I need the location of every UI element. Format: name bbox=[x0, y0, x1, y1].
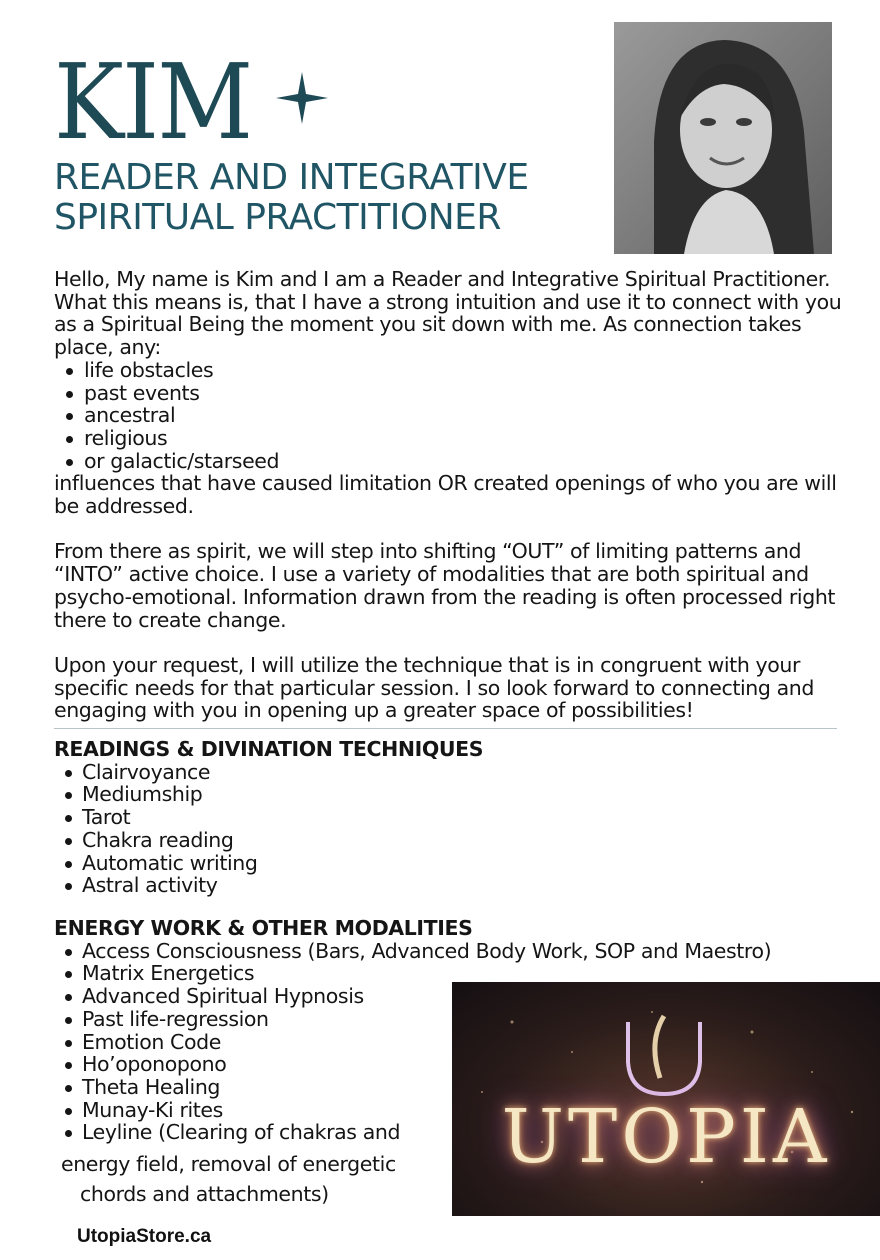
section-divider bbox=[54, 728, 837, 729]
intro-paragraph-1: Hello, My name is Kim and I am a Reader and Integrative Spiritual Practitioner. What this means is, that I have a strong intuition and use it to connect with you as a Spiritual Being the moment you sit down with me. As connection takes place, any: bbox=[54, 267, 842, 360]
subtitle-line-2: SPIRITUAL PRACTITIONER bbox=[54, 197, 501, 238]
list-item: or galactic/starseed bbox=[54, 450, 844, 473]
list-item: Advanced Spiritual Hypnosis bbox=[54, 985, 854, 1008]
intro-paragraph-3: Upon your request, I will utilize the technique that is in congruent with your specific needs for that particular session. I so look forward to connecting and engaging with you in opening up a greater space of possibilities! bbox=[54, 652, 814, 723]
sparkle-star-icon bbox=[272, 68, 332, 128]
portrait-photo bbox=[614, 22, 832, 254]
intro-paragraph-2: From there as spirit, we will step into shifting “OUT” of limiting patterns and “INTO” active choice. I use a variety of modalities that are both spiritual and psycho-emotional. Information drawn from the reading is often processed right there to create change. bbox=[54, 539, 836, 632]
utopia-wordmark: UTOPIA bbox=[501, 1094, 831, 1180]
list-item: Theta Healing bbox=[54, 1076, 854, 1099]
list-item: life obstacles bbox=[54, 359, 844, 382]
readings-heading: READINGS & DIVINATION TECHNIQUES bbox=[54, 737, 484, 761]
list-item: Chakra reading bbox=[54, 829, 854, 852]
readings-section bbox=[54, 738, 854, 897]
list-item: ancestral bbox=[54, 404, 844, 427]
website-link[interactable]: UtopiaStore.ca bbox=[77, 1226, 212, 1247]
list-item: Astral activity bbox=[54, 874, 854, 897]
list-item: Emotion Code bbox=[54, 1031, 854, 1054]
list-item: Munay-Ki rites bbox=[54, 1099, 854, 1122]
list-item: Past life-regression bbox=[54, 1008, 854, 1031]
intro-paragraph-1-end: influences that have caused limitation OR created openings of who you are will be addressed. bbox=[54, 471, 837, 519]
name-title: KIM bbox=[54, 41, 252, 163]
leyline-continuation-1: energy field, removal of energetic bbox=[61, 1152, 396, 1176]
influence-list bbox=[54, 359, 844, 473]
list-item: Automatic writing bbox=[54, 852, 854, 875]
list-item: Ho’oponopono bbox=[54, 1053, 854, 1076]
utopia-banner bbox=[452, 982, 880, 1216]
intro-section bbox=[54, 268, 844, 722]
list-item: Mediumship bbox=[54, 783, 854, 806]
list-item: Clairvoyance bbox=[54, 761, 854, 784]
list-item: Access Consciousness (Bars, Advanced Body Work, SOP and Maestro) bbox=[54, 940, 854, 963]
list-item: Leyline (Clearing of chakras and bbox=[54, 1121, 854, 1144]
list-item: Tarot bbox=[54, 806, 854, 829]
leyline-continuation-2: chords and attachments) bbox=[80, 1182, 329, 1206]
practitioner-subtitle bbox=[54, 158, 614, 238]
energy-heading: ENERGY WORK & OTHER MODALITIES bbox=[54, 916, 473, 940]
subtitle-line-1: READER AND INTEGRATIVE bbox=[54, 157, 529, 198]
list-item: Matrix Energetics bbox=[54, 962, 854, 985]
readings-list bbox=[54, 761, 854, 897]
list-item: past events bbox=[54, 382, 844, 405]
list-item: religious bbox=[54, 427, 844, 450]
